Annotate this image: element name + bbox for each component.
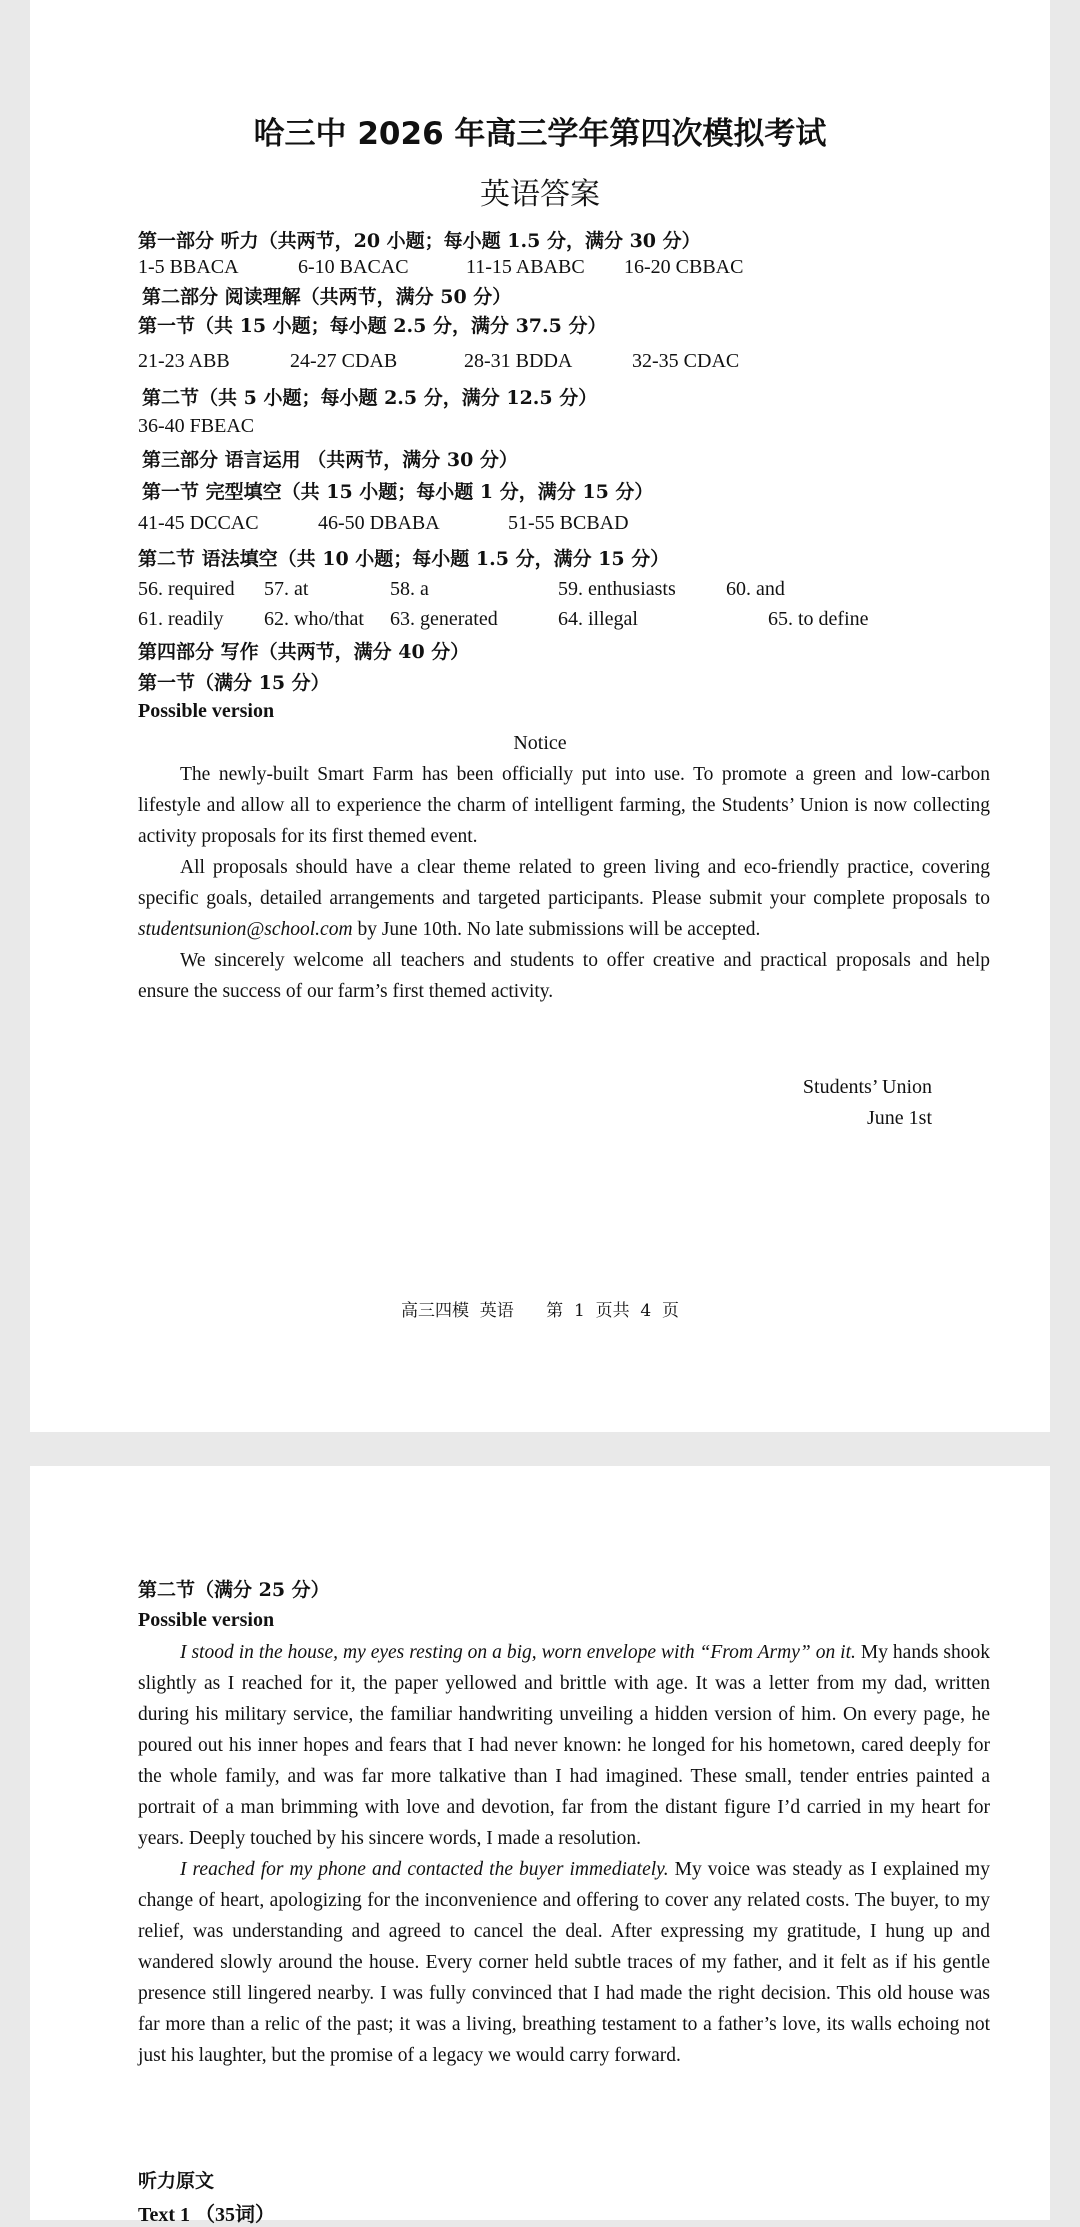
part2-section1-answer: 21-23 ABB [138, 350, 230, 372]
essay-lead-sentence: I reached for my phone and contacted the buyer immediately. [180, 1859, 669, 1880]
grammar-answer: 58. a [390, 578, 429, 600]
part4-section1-heading: 第一节（满分 15 分） [138, 672, 330, 694]
part1-answer: 1-5 BBACA [138, 256, 239, 278]
essay-paragraph [138, 1637, 990, 1854]
essay-lead-sentence: I stood in the house, my eyes resting on a big, worn envelope with “From Army” on it. [180, 1642, 856, 1663]
possible-version-label: Possible version [138, 1609, 275, 1631]
part2-section1-answer: 24-27 CDAB [290, 350, 398, 372]
grammar-answer: 65. to define [768, 608, 869, 630]
part4-heading: 第四部分 写作（共两节，满分 40 分） [138, 641, 470, 663]
part3-heading: 第三部分 语言运用 （共两节，满分 30 分） [142, 449, 518, 471]
writing-section2-heading: 第二节（满分 25 分） [138, 1579, 330, 1601]
part3-section1-answer: 41-45 DCCAC [138, 512, 259, 534]
grammar-answer: 56. required [138, 578, 235, 600]
part1-answer: 16-20 CBBAC [624, 256, 744, 278]
continuation-essay [138, 1637, 990, 2071]
notice-text: All proposals should have a clear theme related to green living and eco-friendly practice, covering specific goals, detailed arrangements and targeted participants. Please submit your complete proposals to [138, 857, 990, 909]
grammar-answer: 59. enthusiasts [558, 578, 676, 600]
part1-answer: 11-15 ABABC [466, 256, 585, 278]
notice-email: studentsunion@school.com [138, 919, 353, 940]
part2-section2-heading: 第二节（共 5 小题；每小题 2.5 分，满分 12.5 分） [142, 387, 598, 409]
answer-sheet-page-2 [30, 1466, 1050, 2226]
notice-date: June 1st [867, 1107, 932, 1129]
notice-body [138, 759, 990, 1007]
listening-transcript-heading: 听力原文 [138, 2170, 215, 2192]
essay-paragraph [138, 1854, 990, 2071]
notice-title: Notice [513, 732, 567, 754]
essay-text: My hands shook slightly as I reached for it, the paper yellowed and brittle with age. It was a letter from my dad, written during his military service, the familiar handwriting unveiling a hidden version of him. On every page, he poured out his inner hopes and fears that I had never known: he longed for his hometown, cared deeply for the whole family, and was far more talkative than I had imagined. These small, tender entries painted a portrait of a man brimming with love and devotion, far from the distant figure I’d carried in my heart for years. Deeply touched by his sincere words, I made a resolution. [138, 1642, 990, 1849]
part2-heading: 第二部分 阅读理解（共两节，满分 50 分） [142, 286, 512, 308]
grammar-answer: 57. at [264, 578, 309, 600]
part2-section1-heading: 第一节（共 15 小题；每小题 2.5 分，满分 37.5 分） [138, 315, 607, 337]
grammar-answer: 63. generated [390, 608, 498, 630]
grammar-answer: 61. readily [138, 608, 224, 630]
essay-text: My voice was steady as I explained my change of heart, apologizing for the inconvenience and offering to cover any related costs. The buyer, to my relief, was understanding and agreed to cancel the deal. After expressing my gratitude, I hung up and wandered slowly around the house. Every corner held subtle traces of my father, and it felt as if his gentle presence still lingered nearby. I was fully convinced that I had made the right decision. This old house was far more than a relic of the past; it was a living, breathing testament to a father’s love, its walls echoing not just his laughter, but the promise of a legacy we would carry forward. [138, 1859, 990, 2066]
notice-paragraph: The newly-built Smart Farm has been officially put into use. To promote a green and low-carbon lifestyle and allow all to experience the charm of intelligent farming, the Students’ Union is now collecting activity proposals for its first themed event. [138, 764, 990, 847]
page-footer: 高三四模 英语 第 1 页共 4 页 [400, 1301, 680, 1321]
exam-subtitle: 英语答案 [480, 177, 600, 212]
possible-version-label: Possible version [138, 700, 275, 722]
part1-answer: 6-10 BACAC [298, 256, 409, 278]
part3-section1-answer: 46-50 DBABA [318, 512, 440, 534]
part2-section1-answer: 28-31 BDDA [464, 350, 573, 372]
text1-heading: Text 1 （35词） [138, 2204, 276, 2226]
part2-section2-answer: 36-40 FBEAC [138, 415, 255, 437]
part3-section1-answer: 51-55 BCBAD [508, 512, 629, 534]
grammar-answer: 60. and [726, 578, 785, 600]
notice-signature: Students’ Union [802, 1076, 932, 1098]
answer-sheet-page-1 [30, 0, 1050, 1432]
part3-section1-heading: 第一节 完型填空（共 15 小题；每小题 1 分，满分 15 分） [142, 481, 654, 503]
notice-text: by June 10th. No late submissions will be accepted. [352, 919, 761, 940]
grammar-answer: 64. illegal [558, 608, 638, 630]
part3-section2-heading: 第二节 语法填空（共 10 小题；每小题 1.5 分，满分 15 分） [138, 548, 670, 570]
exam-title: 哈三中 2026 年高三学年第四次模拟考试 [253, 116, 827, 152]
part2-section1-answer: 32-35 CDAC [632, 350, 740, 372]
notice-paragraph [138, 852, 990, 945]
part1-heading: 第一部分 听力（共两节，20 小题；每小题 1.5 分，满分 30 分） [138, 230, 701, 252]
grammar-answer: 62. who/that [264, 608, 364, 630]
notice-paragraph: We sincerely welcome all teachers and students to offer creative and practical proposals and help ensure the success of our farm’s first themed activity. [138, 950, 990, 1002]
